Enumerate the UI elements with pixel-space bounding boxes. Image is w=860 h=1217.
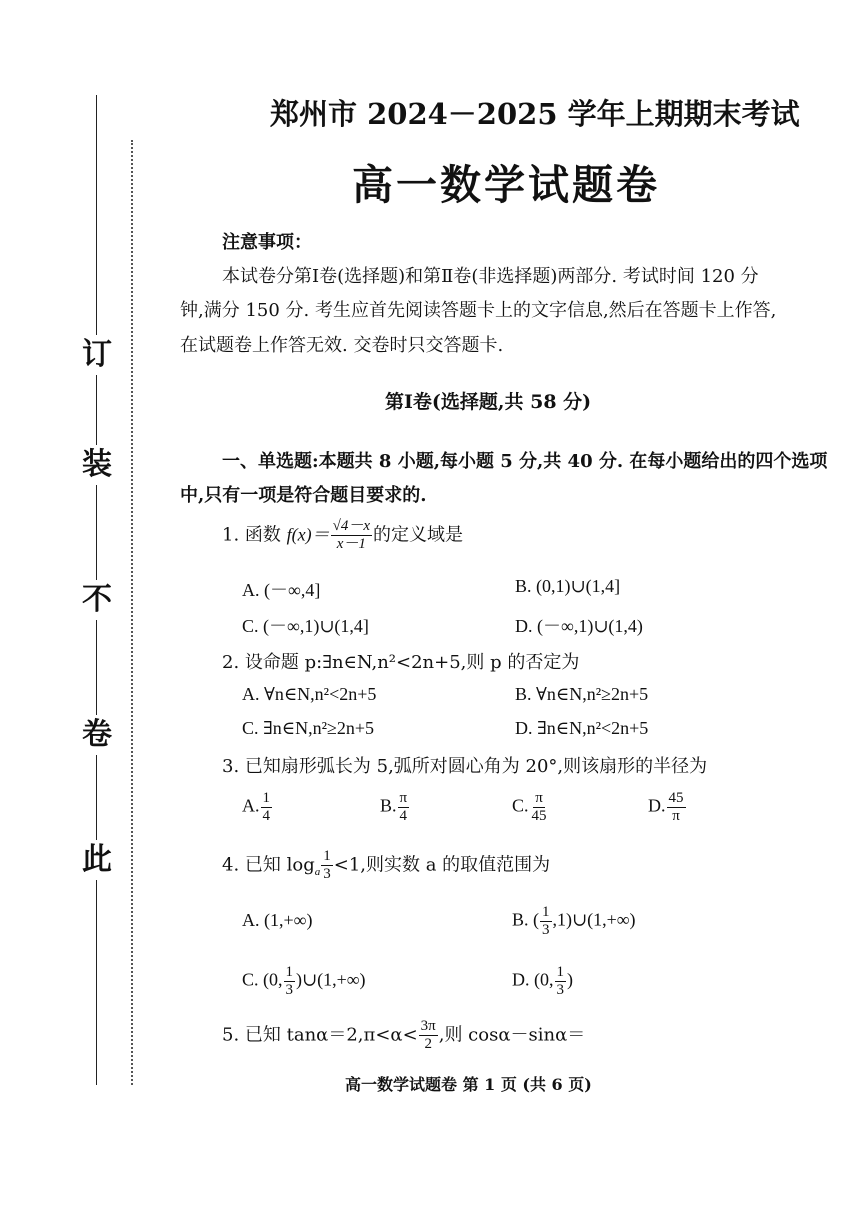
q4-c-num: 1: [285, 964, 293, 980]
q5-fraction: [419, 1018, 438, 1053]
q5-num: 3π: [420, 1018, 436, 1034]
q1-prefix: 1. 函数: [222, 524, 287, 546]
margin-char-juan: 卷: [82, 715, 112, 755]
q2-option-c: C. ∃n∈N,n²≥2n+5: [242, 718, 375, 738]
q4-fraction: [321, 848, 333, 883]
notice-line-2: 钟,满分 150 分. 考生应首先阅读答题卡上的文字信息,然后在答题卡上作答,: [180, 300, 777, 321]
q4-option-d: [512, 964, 573, 999]
q4-b-den: 3: [542, 922, 550, 938]
q4-c-fraction: [284, 964, 296, 999]
q4-d-num: 1: [556, 964, 564, 980]
q1-option-b: B. (0,1)∪(1,4]: [515, 576, 621, 596]
section-title: 第Ⅰ卷(选择题,共 58 分): [385, 391, 592, 413]
q5-suffix: ,则 cosα－sinα＝: [438, 1024, 586, 1046]
question-4-stem: [222, 848, 550, 883]
margin-line-2: [96, 375, 97, 445]
page-title: 高一数学试题卷: [352, 161, 660, 209]
q5-den: 2: [424, 1036, 432, 1052]
q3-c-label: C.: [512, 795, 529, 816]
q4-option-b: [512, 904, 636, 939]
q3-option-c: [512, 790, 550, 825]
q4-c-post: )∪(1,+∞): [296, 969, 366, 990]
margin-line-3: [96, 485, 97, 580]
q4-c-pre: C. (0,: [242, 969, 283, 990]
q5-prefix: 5. 已知 tanα＝2,π<α<: [222, 1024, 418, 1046]
page-footer: 高一数学试题卷 第 1 页 (共 6 页): [345, 1075, 592, 1094]
exam-school-line: 郑州市 2024－2025 学年上期期末考试: [270, 97, 800, 131]
q2-option-b: B. ∀n∈N,n²≥2n+5: [515, 684, 649, 704]
notice-line-1: 本试卷分第Ⅰ卷(选择题)和第Ⅱ卷(非选择题)两部分. 考试时间 120 分: [222, 266, 759, 287]
q3-a-fraction: [261, 790, 273, 825]
q4-suffix: <1,则实数 a 的取值范围为: [333, 854, 551, 876]
q3-a-den: 4: [262, 808, 270, 824]
q4-log-base: a: [314, 866, 321, 879]
margin-line-5: [96, 755, 97, 840]
q3-c-fraction: [530, 790, 549, 825]
q3-c-num: π: [535, 790, 543, 806]
notice-heading: 注意事项：: [222, 232, 312, 253]
margin-char-ci: 此: [82, 840, 112, 880]
q4-d-post: ): [567, 969, 573, 990]
question-3-stem: 3. 已知扇形弧长为 5,弧所对圆心角为 20°,则该扇形的半径为: [222, 756, 708, 777]
dotted-cut-line: [131, 140, 133, 1085]
q4-b-post: ,1)∪(1,+∞): [552, 909, 636, 930]
margin-char-bu: 不: [82, 580, 112, 620]
q3-a-label: A.: [242, 795, 260, 816]
notice-line-3: 在试题卷上作答无效. 交卷时只交答题卡.: [180, 335, 504, 356]
q3-c-den: 45: [531, 808, 547, 824]
q4-d-fraction: [555, 964, 567, 999]
q3-b-fraction: [398, 790, 410, 825]
q3-option-d: [648, 790, 687, 825]
question-5-stem: [222, 1018, 585, 1053]
q4-option-c: [242, 964, 366, 999]
q1-fraction: [331, 518, 372, 553]
question-1-stem: [222, 518, 463, 553]
q4-b-pre: B. (: [512, 909, 539, 930]
q3-option-b: [380, 790, 410, 825]
q1-option-a: A. (－∞,4]: [242, 580, 321, 600]
margin-line-top: [96, 95, 97, 335]
question-2-stem: 2. 设命题 p:∃n∈N,n²<2n+5,则 p 的否定为: [222, 652, 580, 673]
margin-char-zhuang: 装: [82, 445, 112, 485]
q3-a-num: 1: [262, 790, 270, 806]
q4-num: 1: [323, 848, 331, 864]
q1-option-c: C. (－∞,1)∪(1,4]: [242, 616, 369, 636]
q3-d-fraction: [667, 790, 686, 825]
q3-option-a: [242, 790, 273, 825]
q3-d-num: 45: [668, 790, 684, 806]
q1-fx: f(x)＝: [286, 524, 330, 545]
q4-den: 3: [323, 866, 331, 882]
margin-line-bottom: [96, 880, 97, 1085]
q3-d-label: D.: [648, 795, 666, 816]
section-intro-line-2: 中,只有一项是符合题目要求的.: [180, 485, 427, 506]
q4-b-num: 1: [542, 904, 550, 920]
q3-d-den: π: [672, 808, 680, 824]
q1-option-d: D. (－∞,1)∪(1,4): [515, 616, 643, 636]
q4-d-den: 3: [556, 982, 564, 998]
q3-b-den: 4: [399, 808, 408, 824]
q4-option-a: A. (1,+∞): [242, 910, 313, 930]
q2-option-d: D. ∃n∈N,n²<2n+5: [515, 718, 649, 738]
q1-numerator: √4－x: [332, 518, 370, 534]
q4-d-pre: D. (0,: [512, 969, 554, 990]
q4-b-fraction: [540, 904, 552, 939]
q4-prefix: 4. 已知 log: [222, 854, 315, 876]
q3-b-num: π: [399, 790, 408, 806]
section-intro-line-1: 一、单选题:本题共 8 小题,每小题 5 分,共 40 分. 在每小题给出的四个选项: [222, 451, 828, 472]
q1-suffix: 的定义域是: [373, 524, 463, 546]
margin-line-4: [96, 620, 97, 715]
q3-b-label: B.: [380, 795, 397, 816]
q4-c-den: 3: [285, 982, 293, 998]
q2-option-a: A. ∀n∈N,n²<2n+5: [242, 684, 377, 704]
q1-denominator: x－1: [336, 536, 366, 552]
margin-char-ding: 订: [82, 335, 112, 375]
